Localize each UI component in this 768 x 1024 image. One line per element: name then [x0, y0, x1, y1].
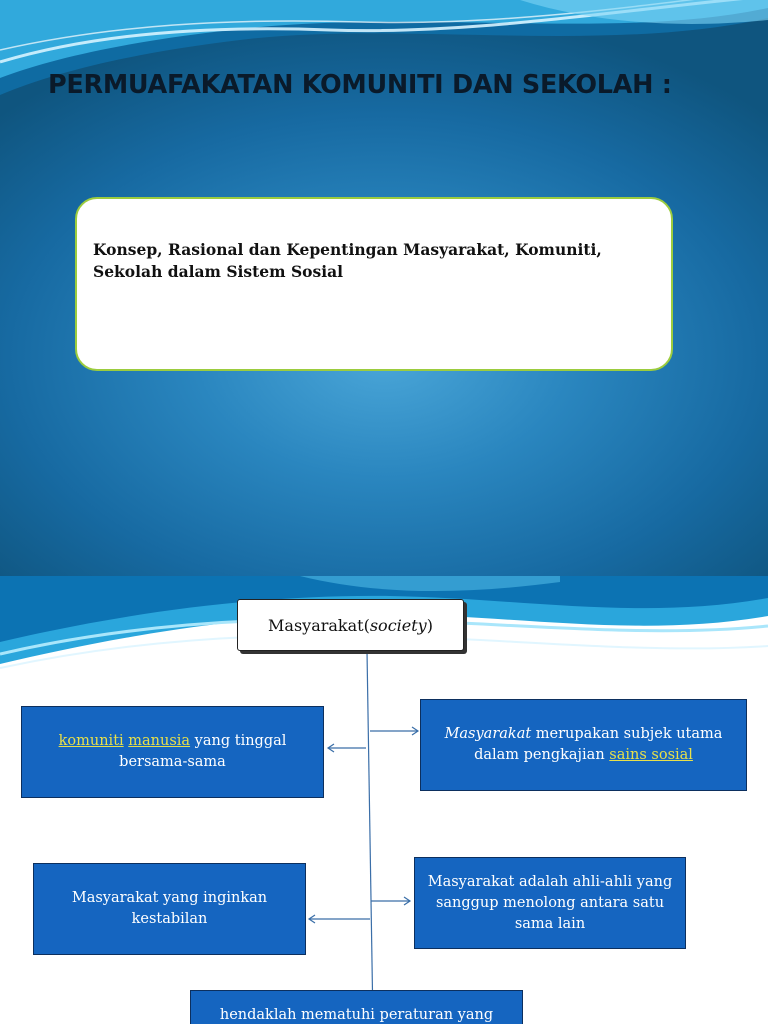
root-paren-open: ( — [363, 615, 370, 635]
topic-card — [75, 197, 673, 371]
node-kestabilan — [33, 863, 306, 955]
slide-title: PERMUAFAKATAN KOMUNITI DAN SEKOLAH : — [48, 70, 672, 100]
node-text: Masyarakat yang inginkan kestabilan — [71, 890, 268, 927]
node-ahli-ahli — [414, 857, 686, 949]
node-subjek-utama — [420, 699, 747, 791]
node-text: merupakan subjek utama dalam pengkajian — [474, 726, 723, 763]
node-text-italic: Masyarakat — [444, 726, 532, 742]
node-peraturan — [190, 990, 523, 1024]
node-text: yang tinggal bersama-sama — [119, 733, 287, 770]
root-node-masyarakat — [237, 599, 464, 651]
link-manusia[interactable]: manusia — [128, 733, 191, 749]
root-paren-close: ) — [426, 615, 433, 635]
root-label-italic: society — [369, 615, 427, 635]
topic-card-text: Konsep, Rasional dan Kepentingan Masyarakat, Komuniti, Sekolah dalam Sistem Sosial — [93, 240, 602, 281]
slide-2 — [0, 576, 768, 1024]
node-text: Masyarakat adalah ahli-ahli yang sanggup menolong antara satu sama lain — [427, 873, 673, 932]
link-sains-sosial[interactable]: sains sosial — [609, 747, 693, 763]
node-text: hendaklah mematuhi peraturan yang — [219, 1007, 494, 1023]
root-label: Masyarakat — [268, 615, 364, 635]
link-komuniti[interactable]: komuniti — [58, 733, 124, 749]
node-komuniti-manusia — [21, 706, 324, 798]
connector-trunk — [367, 651, 373, 1024]
